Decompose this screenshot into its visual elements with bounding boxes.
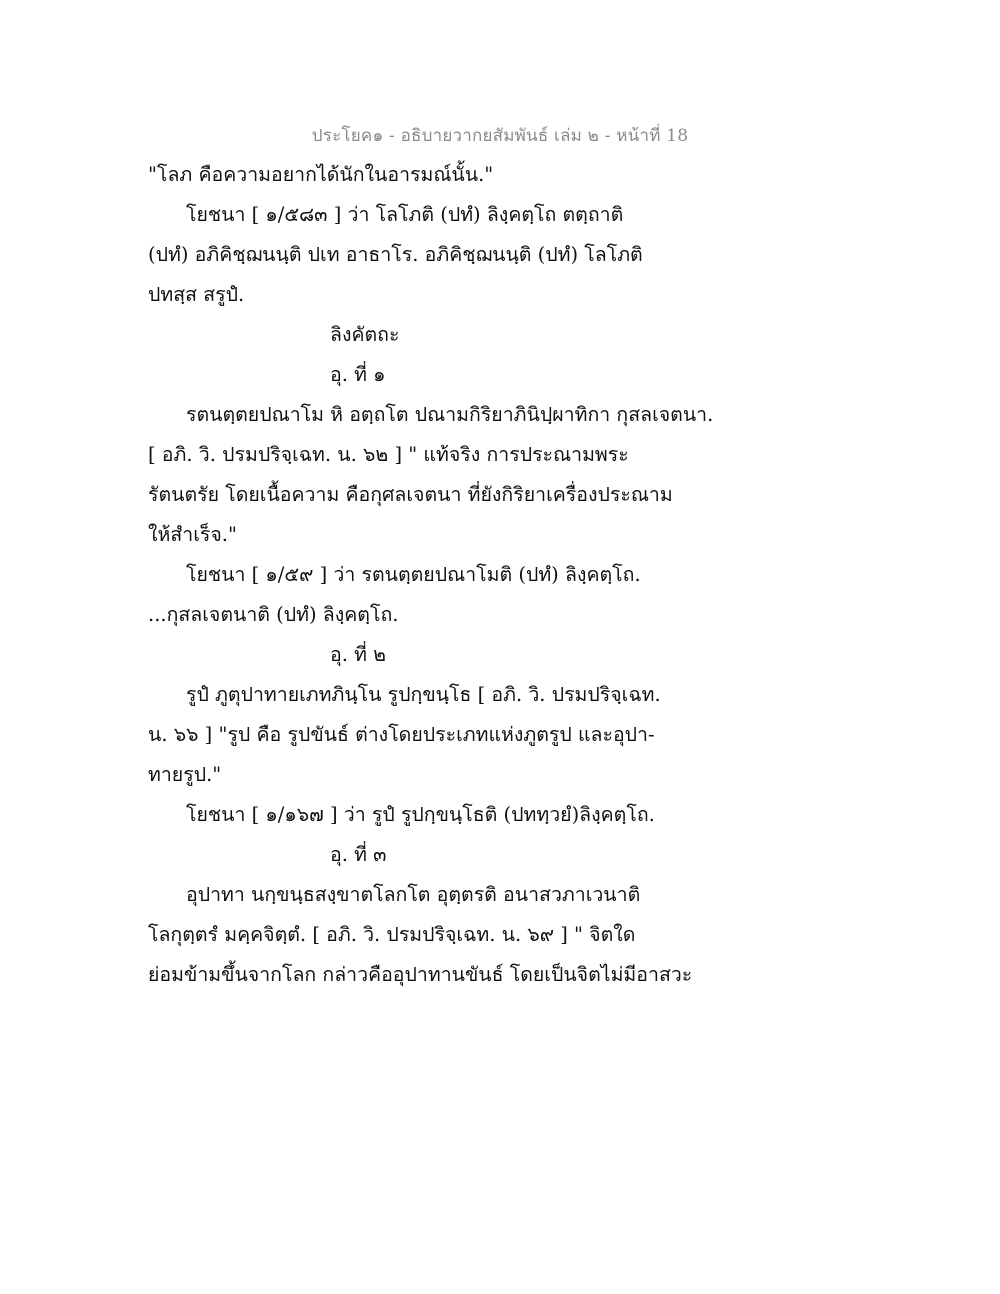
- body-line: น. ๖๖ ] "รูป คือ รูปขันธ์ ต่างโดยประเภทแห่งภูตรูป และอุปา-: [148, 723, 655, 746]
- yojana-line: โยชนา [ ๑/๑๖๗ ] ว่า รูปํ รูปกฺขนฺโธติ (ปททฺวยํ)ลิงฺคตฺโถ.: [186, 803, 655, 826]
- section-heading: ลิงคัตถะ: [330, 323, 400, 346]
- body-line: โลกุตฺตรํ มคฺคจิตฺตํ. [ อภิ. วิ. ปรมปริจฺเฉท. น. ๖๙ ] " จิตใด: [148, 923, 636, 946]
- body-line: ให้สำเร็จ.": [148, 523, 237, 546]
- body-line: รัตนตรัย โดยเนื้อความ คือกุศลเจตนา ที่ยังกิริยาเครื่องประณาม: [148, 483, 673, 506]
- page-header: ประโยค๑ - อธิบายวากยสัมพันธ์ เล่ม ๒ - หน้าที่ 18: [311, 126, 689, 146]
- body-line: [ อภิ. วิ. ปรมปริจฺเฉท. น. ๖๒ ] " แท้จริง การประณามพระ: [148, 443, 629, 466]
- yojana-line: โยชนา [ ๑/๕๘๓ ] ว่า โลโภติ (ปทํ) ลิงฺคตฺโถ ตตฺถาติ: [186, 203, 624, 226]
- body-line: ย่อมข้ามขึ้นจากโลก กล่าวคืออุปาทานขันธ์ โดยเป็นจิตไม่มีอาสวะ: [148, 963, 693, 986]
- body-line: ปทสฺส สรูปํ.: [148, 283, 245, 306]
- body-line: (ปทํ) อภิคิชฺฌนนฺติ ปเท อาธาโร. อภิคิชฺฌนนฺติ (ปทํ) โลโภติ: [148, 243, 643, 266]
- example-line: อุปาทา นกฺขนฺธสงฺขาตโลกโต อุตฺตรติ อนาสวภาเวนาติ: [186, 883, 641, 906]
- body-line: ทายรูป.": [148, 763, 222, 786]
- body-line: ...กุสลเจตนาติ (ปทํ) ลิงฺคตฺโถ.: [148, 603, 399, 626]
- yojana-line: โยชนา [ ๑/๕๙ ] ว่า รตนตฺตยปณาโมติ (ปทํ) ลิงฺคตฺโถ.: [186, 563, 641, 586]
- example-heading: อุ. ที่ ๑: [330, 363, 386, 386]
- example-line: รตนตฺตยปณาโม หิ อตฺถโต ปณามกิริยาภินิปฺผาทิกา กุสลเจตนา.: [186, 403, 714, 426]
- quote-line: "โลภ คือความอยากได้นักในอารมณ์นั้น.": [148, 163, 494, 186]
- example-heading: อุ. ที่ ๓: [330, 843, 387, 866]
- example-heading: อุ. ที่ ๒: [330, 643, 387, 666]
- example-line: รูปํ ภูตุปาทายเภทภินฺโน รูปกฺขนฺโธ [ อภิ. วิ. ปรมปริจฺเฉท.: [186, 683, 661, 706]
